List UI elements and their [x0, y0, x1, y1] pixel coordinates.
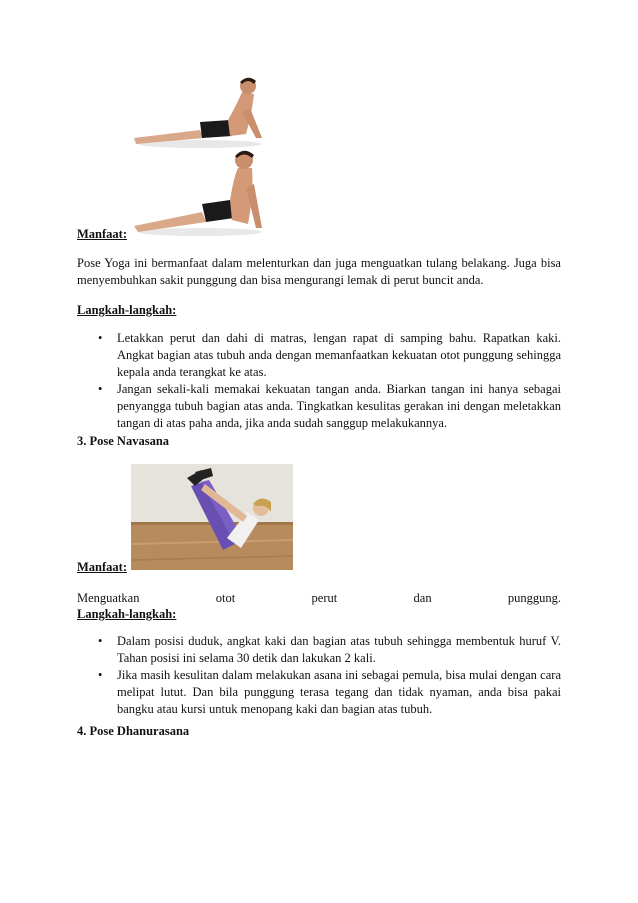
bullet-icon: •	[98, 331, 103, 345]
section-title-dhanurasana: 4. Pose Dhanurasana	[77, 724, 190, 738]
benefit-word: perut	[311, 591, 338, 605]
langkah-heading-navasana: Langkah-langkah:	[77, 607, 177, 621]
list-item: • Dalam posisi duduk, angkat kaki dan bagian atas tubuh sehingga membentuk huruf V. Tahan posisi ini selama 30 detik dan lakukan 2 kali.	[98, 634, 561, 665]
benefit-word: otot	[215, 591, 236, 605]
bullet-icon: •	[98, 634, 103, 648]
manfaat-heading-cobra: Manfaat:	[77, 227, 127, 241]
bullet-icon: •	[98, 382, 103, 396]
benefit-word: Menguatkan	[77, 591, 140, 605]
list-item: • Letakkan perut dan dahi di matras, lengan rapat di samping bahu. Rapatkan kaki. Angkat bagian atas tubuh anda dengan memanfaatkan kekuatan otot punggung sehingga kepala anda terangkat ke atas.	[98, 331, 561, 379]
benefit-word: dan	[413, 591, 432, 605]
langkah-heading-cobra: Langkah-langkah:	[77, 303, 177, 317]
manfaat-heading-navasana: Manfaat:	[77, 560, 127, 574]
list-item: • Jangan sekali-kali memakai kekuatan tangan anda. Biarkan tangan ini hanya sebagai penyangga tubuh bagian atas anda. Tingkatkan kesulitas gerakan ini dengan meletakkan tangan di atas paha anda, jika anda sudah sanggup melakukannya.	[98, 382, 561, 430]
list-item: • Jika masih kesulitan dalam melakukan asana ini sebagai pemula, bisa mulai dengan cara melipat lutut. Dan bila punggung terasa tegang dan tidak nyaman, anda bisa pakai bangku atau kursi untuk menopang kaki dan bagian atas tubuh.	[98, 668, 561, 716]
manfaat-text-navasana	[77, 590, 561, 607]
cobra-pose-image	[130, 72, 270, 238]
manfaat-text-cobra: Pose Yoga ini bermanfaat dalam melenturkan dan juga menguatkan tulang belakang. Juga bisa menyembuhkan sakit punggung dan bisa mengurangi lemak di perut buncit anda.	[77, 256, 561, 287]
cobra-pose-figure	[130, 72, 270, 238]
navasana-pose-image	[131, 464, 293, 570]
bullet-icon: •	[98, 668, 103, 682]
section-title-navasana: 3. Pose Navasana	[77, 434, 170, 448]
steps-list-navasana	[77, 633, 561, 718]
benefit-word: punggung.	[507, 591, 561, 605]
navasana-pose-figure	[131, 464, 293, 570]
steps-list-cobra	[77, 330, 561, 432]
